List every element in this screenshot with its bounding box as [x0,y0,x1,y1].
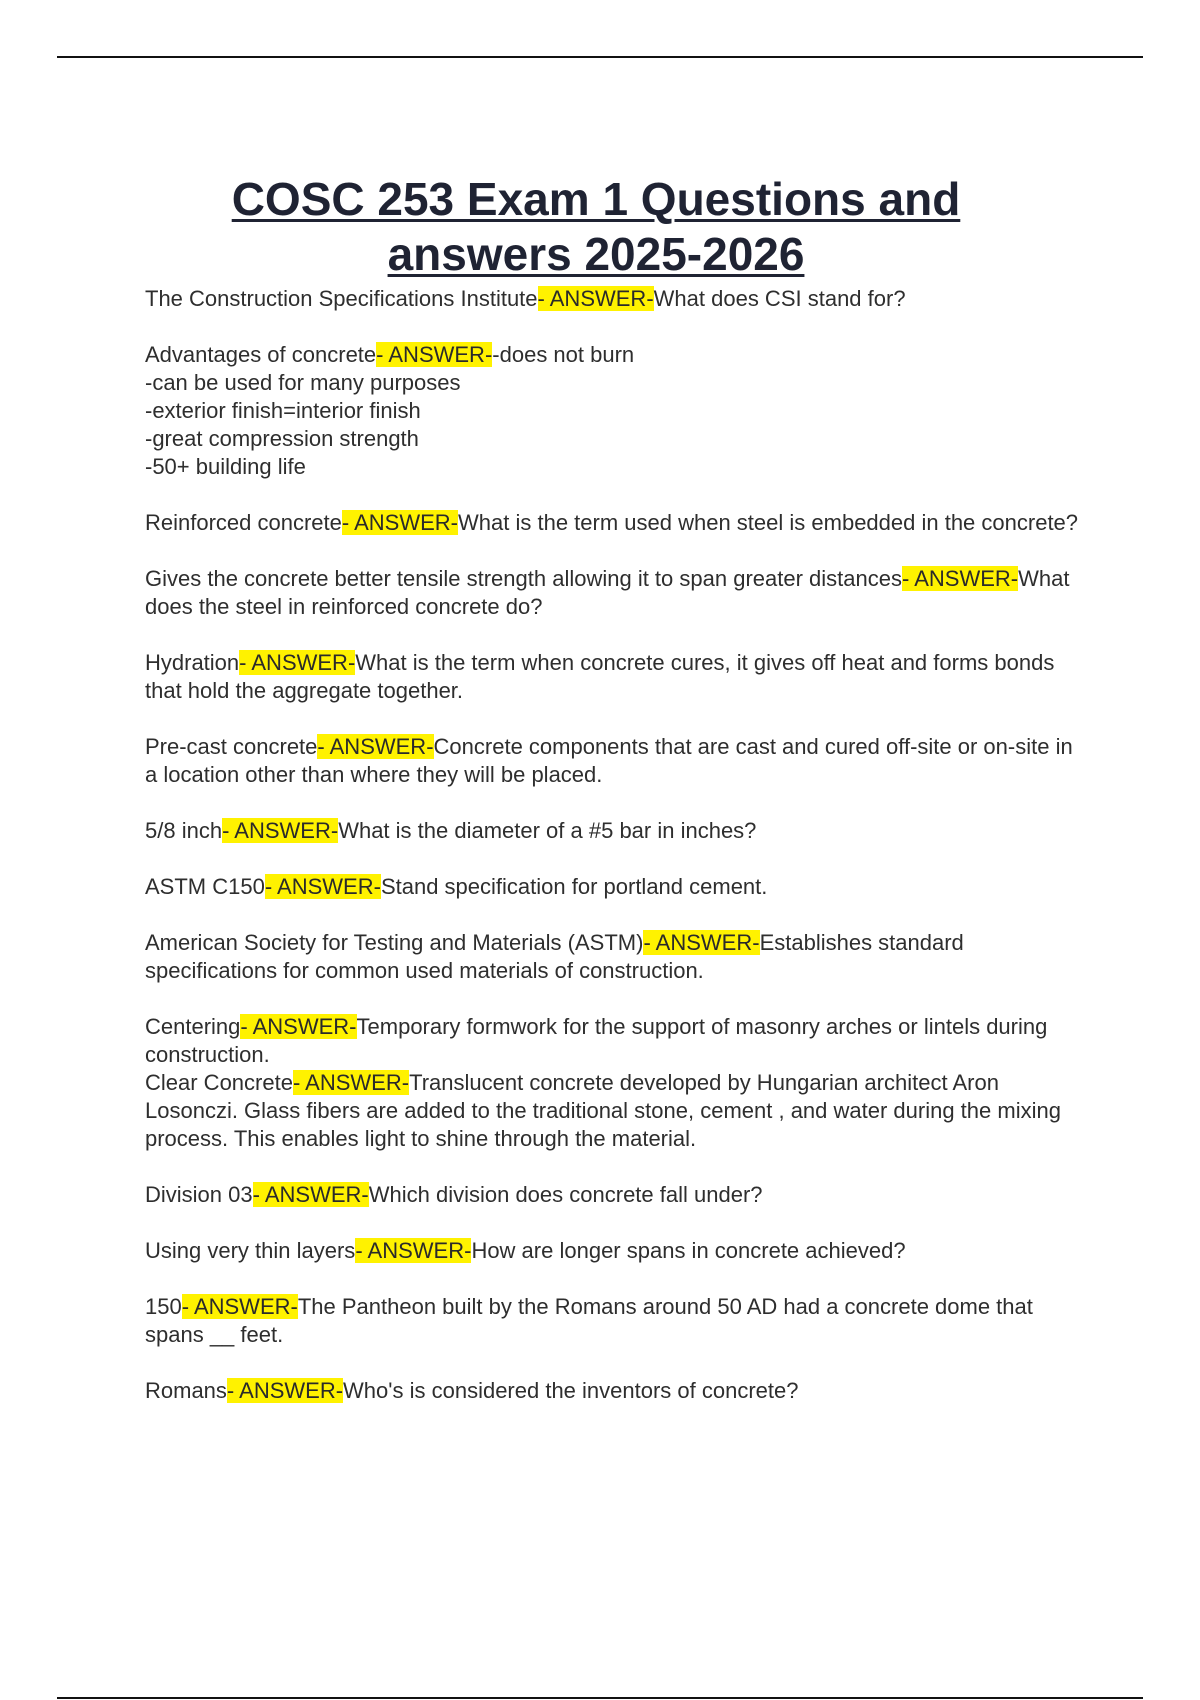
answer-marker: - ANSWER- [901,566,1019,591]
qa-entry [145,1013,1090,1069]
entry-text: Stand specification for portland cement. [380,874,768,899]
qa-list [145,285,1090,1433]
entry-text: The Pantheon built by the Romans around 50 AD had a concrete dome that spans __ feet. [145,1294,1033,1347]
qa-entry [145,1069,1090,1153]
entry-term: 5/8 inch [145,818,223,843]
entry-term: 150 [145,1294,182,1319]
answer-marker: - ANSWER- [264,874,381,899]
entry-term: Advantages of concrete [145,342,377,367]
qa-entry [145,1181,1090,1209]
entry-term: Gives the concrete better tensile strength allowing it to span greater distances [145,566,902,591]
entry-text: Who's is considered the inventors of concrete? [343,1378,799,1403]
entry-line: -can be used for many purposes [145,370,461,395]
answer-marker: - ANSWER- [537,286,654,311]
entry-line: -great compression strength [145,426,419,451]
answer-marker: - ANSWER- [341,510,459,535]
entry-text: What is the term used when steel is embedded in the concrete? [458,510,1079,535]
entry-text: -does not burn [492,342,635,367]
entry-text: Concrete components that are cast and cured off-site or on-site in a location other than where they will be placed. [145,734,1073,787]
entry-term: Centering [145,1014,241,1039]
entry-term: Using very thin layers [145,1238,356,1263]
entry-line: -exterior finish=interior finish [145,398,421,423]
entry-text: How are longer spans in concrete achieved? [471,1238,906,1263]
answer-marker: - ANSWER- [240,1014,357,1039]
qa-entry [145,817,1090,845]
entry-text: What does the steel in reinforced concrete do? [145,566,1070,619]
entry-text: Establishes standard specifications for common used materials of construction. [145,930,964,983]
answer-marker: - ANSWER- [239,650,356,675]
answer-marker: - ANSWER- [252,1182,369,1207]
entry-term: Romans [145,1378,227,1403]
answer-marker: - ANSWER- [376,342,493,367]
answer-marker: - ANSWER- [317,734,434,759]
entry-text: Which division does concrete fall under? [368,1182,763,1207]
answer-marker: - ANSWER- [222,818,339,843]
entry-term: American Society for Testing and Materials (ASTM) [145,930,644,955]
entry-term: Pre-cast concrete [145,734,318,759]
qa-entry [145,929,1090,985]
entry-term: Hydration [145,650,240,675]
qa-entry [145,565,1090,621]
answer-marker: - ANSWER- [292,1070,410,1095]
entry-line: -50+ building life [145,454,306,479]
entry-text: Temporary formwork for the support of masonry arches or lintels during construction. [145,1014,1048,1067]
answer-marker: - ANSWER- [181,1294,298,1319]
entry-term: The Construction Specifications Institute [145,286,538,311]
entry-term: Reinforced concrete [145,510,342,535]
qa-entry [145,509,1090,537]
entry-term: Clear Concrete [145,1070,293,1095]
qa-entry [145,1377,1090,1405]
entry-text: What is the diameter of a #5 bar in inches? [338,818,757,843]
entry-text: What is the term when concrete cures, it gives off heat and forms bonds that hold the aggregate together. [145,650,1055,703]
document-title: COSC 253 Exam 1 Questions and answers 2025-2026 [231,173,961,280]
qa-entry [145,733,1090,789]
qa-entry [145,649,1090,705]
qa-entry [145,341,1090,481]
entry-term: ASTM C150 [145,874,265,899]
answer-marker: - ANSWER- [643,930,760,955]
answer-marker: - ANSWER- [226,1378,344,1403]
top-rule [57,56,1143,58]
entry-term: Division 03 [145,1182,253,1207]
qa-entry [145,285,1090,313]
qa-entry [145,1237,1090,1265]
qa-entry [145,873,1090,901]
entry-text: What does CSI stand for? [653,286,906,311]
entry-text: Translucent concrete developed by Hungarian architect Aron Losonczi. Glass fibers are added to the traditional stone, cement , and water during the mixing process. This enables light to shine through the material. [145,1070,1061,1151]
qa-entry [145,1293,1090,1349]
answer-marker: - ANSWER- [355,1238,472,1263]
bottom-rule [57,1697,1143,1699]
